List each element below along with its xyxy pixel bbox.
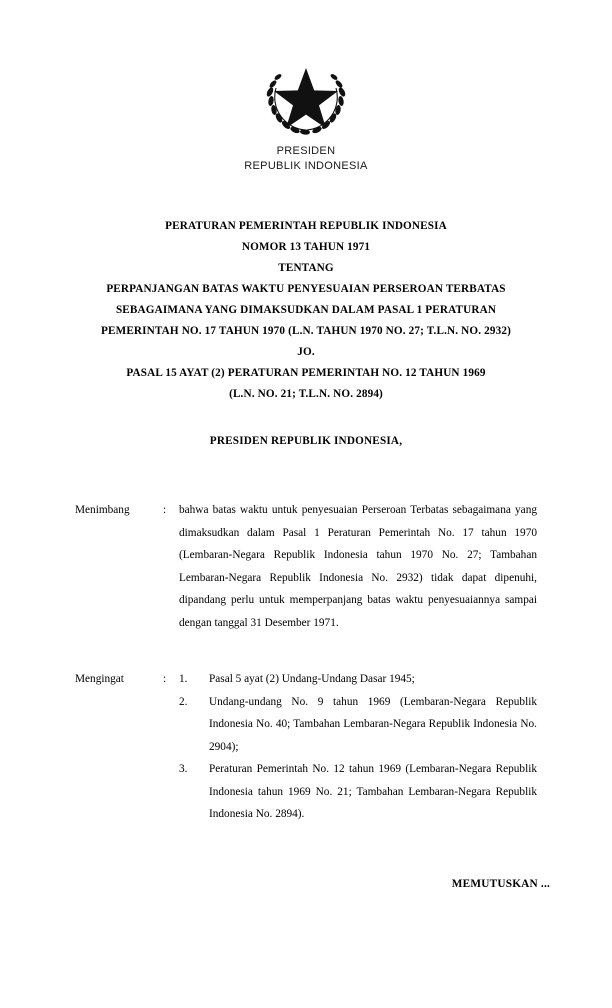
page-continuation-note: MEMUTUSKAN ... bbox=[451, 878, 550, 890]
emblem-caption-line-2: REPUBLIK INDONESIA bbox=[244, 160, 368, 172]
emblem-caption-line-1: PRESIDEN bbox=[276, 145, 336, 157]
issuing-authority: PRESIDEN REPUBLIK INDONESIA, bbox=[209, 435, 403, 447]
list-item-text: Pasal 5 ayat (2) Undang-Undang Dasar 1945; bbox=[209, 673, 415, 685]
clause-menimbang bbox=[75, 499, 537, 634]
clause-colon-menimbang: : bbox=[163, 504, 167, 516]
list-item-number: 3. bbox=[179, 763, 188, 775]
title-line-3: TENTANG bbox=[278, 262, 334, 274]
title-line-4: PERPANJANGAN BATAS WAKTU PENYESUAIAN PERSEROAN TERBATAS bbox=[106, 283, 506, 295]
list-item-text: Undang-undang No. 9 tahun 1969 (Lembaran-Negara Republik Indonesia No. 40; Tambahan Lembaran-Negara Republik Indonesia No. 2904); bbox=[209, 695, 537, 753]
list-item-text: Peraturan Pemerintah No. 12 tahun 1969 (Lembaran-Negara Republik Indonesia tahun 1969 No. 21; Tambahan Lembaran-Negara Republik Indonesia No. 2894). bbox=[209, 763, 537, 820]
garuda-star-emblem-icon bbox=[252, 58, 360, 138]
clause-colon-mengingat: : bbox=[163, 673, 167, 685]
clause-label-mengingat: Mengingat bbox=[75, 673, 124, 685]
clause-label-menimbang: Menimbang bbox=[75, 504, 130, 516]
clauses-section bbox=[75, 499, 537, 826]
list-item bbox=[179, 758, 537, 826]
clause-list-mengingat bbox=[179, 668, 537, 826]
list-item bbox=[179, 668, 537, 691]
title-line-2: NOMOR 13 TAHUN 1971 bbox=[241, 241, 371, 253]
title-line-1: PERATURAN PEMERINTAH REPUBLIK INDONESIA bbox=[165, 220, 447, 232]
title-line-5: SEBAGAIMANA YANG DIMAKSUDKAN DALAM PASAL 1 PERATURAN bbox=[115, 304, 497, 316]
emblem-block bbox=[241, 0, 371, 174]
title-line-8: (L.N. NO. 21; T.L.N. NO. 2894) bbox=[229, 388, 383, 400]
numbered-list bbox=[179, 668, 537, 826]
title-line-6: PEMERINTAH NO. 17 TAHUN 1970 (L.N. TAHUN 1970 NO. 27; T.L.N. NO. 2932) JO. bbox=[101, 325, 511, 358]
clause-text-menimbang: bahwa batas waktu untuk penyesuaian Perseroan Terbatas sebagaimana yang dimaksudkan dalam Pasal 1 Peraturan Pemerintah No. 17 tahun 1970 (Lembaran-Negara Republik Indonesia tahun 1970 No. 27; Tambahan Lembaran-Negara Republik Indonesia No. 2932) tidak dapat dipenuhi, dipandang perlu untuk memperpanjang batas waktu penyesuaiannya sampai dengan tanggal 31 Desember 1971. bbox=[179, 504, 537, 629]
clause-mengingat bbox=[75, 668, 537, 826]
list-item-number: 1. bbox=[179, 673, 188, 685]
document-title bbox=[91, 216, 521, 405]
list-item-number: 2. bbox=[179, 695, 188, 708]
list-item bbox=[179, 691, 537, 759]
title-line-7: PASAL 15 AYAT (2) PERATURAN PEMERINTAH NO. 12 TAHUN 1969 bbox=[126, 367, 486, 379]
